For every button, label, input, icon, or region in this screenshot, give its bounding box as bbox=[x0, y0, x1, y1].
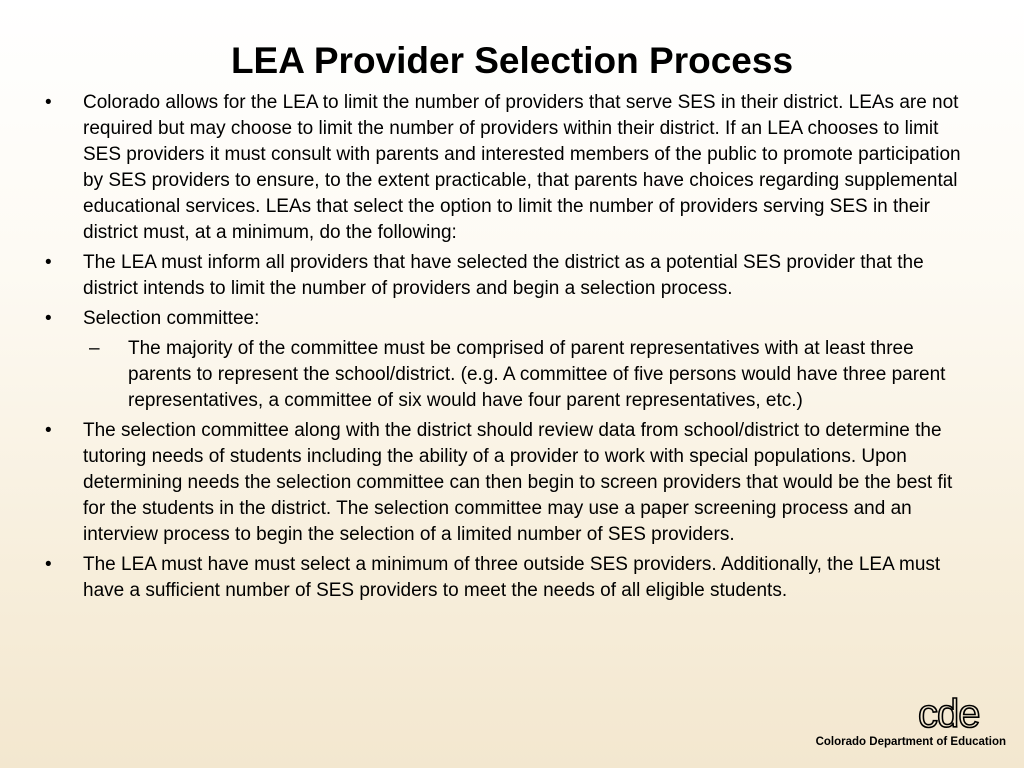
bullet-marker: • bbox=[45, 252, 52, 273]
bullet-list bbox=[40, 90, 970, 604]
bullet-text: The LEA must have must select a minimum of three outside SES providers. Additionally, the LEA must have a sufficient number of SES providers to meet the needs of all eligible students. bbox=[83, 554, 941, 601]
bullet-item-limit-providers bbox=[40, 90, 970, 246]
bullet-text: The selection committee along with the district should review data from school/district to determine the tutoring needs of students including the ability of a provider to work with special populations. Upon determining needs the selection committee can then begin to screen providers that would be the best fit for the students in the district. The selection committee may use a paper screening process and an interview process to begin the selection of a limited number of SES providers. bbox=[83, 420, 953, 545]
bullet-text: The LEA must inform all providers that have selected the district as a potential SES provider that the district intends to limit the number of providers and begin a selection process. bbox=[83, 252, 924, 299]
bullet-marker: • bbox=[45, 92, 52, 113]
bullet-marker: • bbox=[45, 554, 52, 575]
sub-bullet-item-committee-majority bbox=[83, 336, 970, 414]
cde-logo-mark bbox=[918, 696, 1004, 732]
cde-logo bbox=[816, 696, 1006, 748]
bullet-text: Selection committee: bbox=[83, 308, 260, 329]
sub-bullet-marker: – bbox=[89, 338, 100, 359]
slide-content bbox=[40, 90, 970, 608]
svg-text:cde: cde bbox=[918, 696, 980, 732]
sub-bullet-text: The majority of the committee must be comprised of parent representatives with at least three parents to represent the school/district. (e.g. A committee of five persons would have three parent representatives, a committee of six would have four parent representatives, etc.) bbox=[128, 338, 946, 411]
logo-caption: Colorado Department of Education bbox=[815, 736, 1006, 748]
bullet-item-minimum-providers bbox=[40, 552, 970, 604]
bullet-item-selection-committee bbox=[40, 306, 970, 414]
slide-title: LEA Provider Selection Process bbox=[230, 40, 794, 81]
bullet-marker: • bbox=[45, 308, 52, 329]
bullet-marker: • bbox=[45, 420, 52, 441]
bullet-item-inform-providers bbox=[40, 250, 970, 302]
sub-bullet-list bbox=[83, 336, 970, 414]
bullet-item-review-data bbox=[40, 418, 970, 548]
bullet-text: Colorado allows for the LEA to limit the number of providers that serve SES in their district. LEAs are not required but may choose to limit the number of providers within their district. If an LEA chooses to limit SES providers it must consult with parents and interested members of the public to promote participation by SES providers to ensure, to the extent practicable, that parents have choices regarding supplemental educational services. LEAs that select the option to limit the number of providers serving SES in their district must, at a minimum, do the following: bbox=[83, 92, 961, 243]
